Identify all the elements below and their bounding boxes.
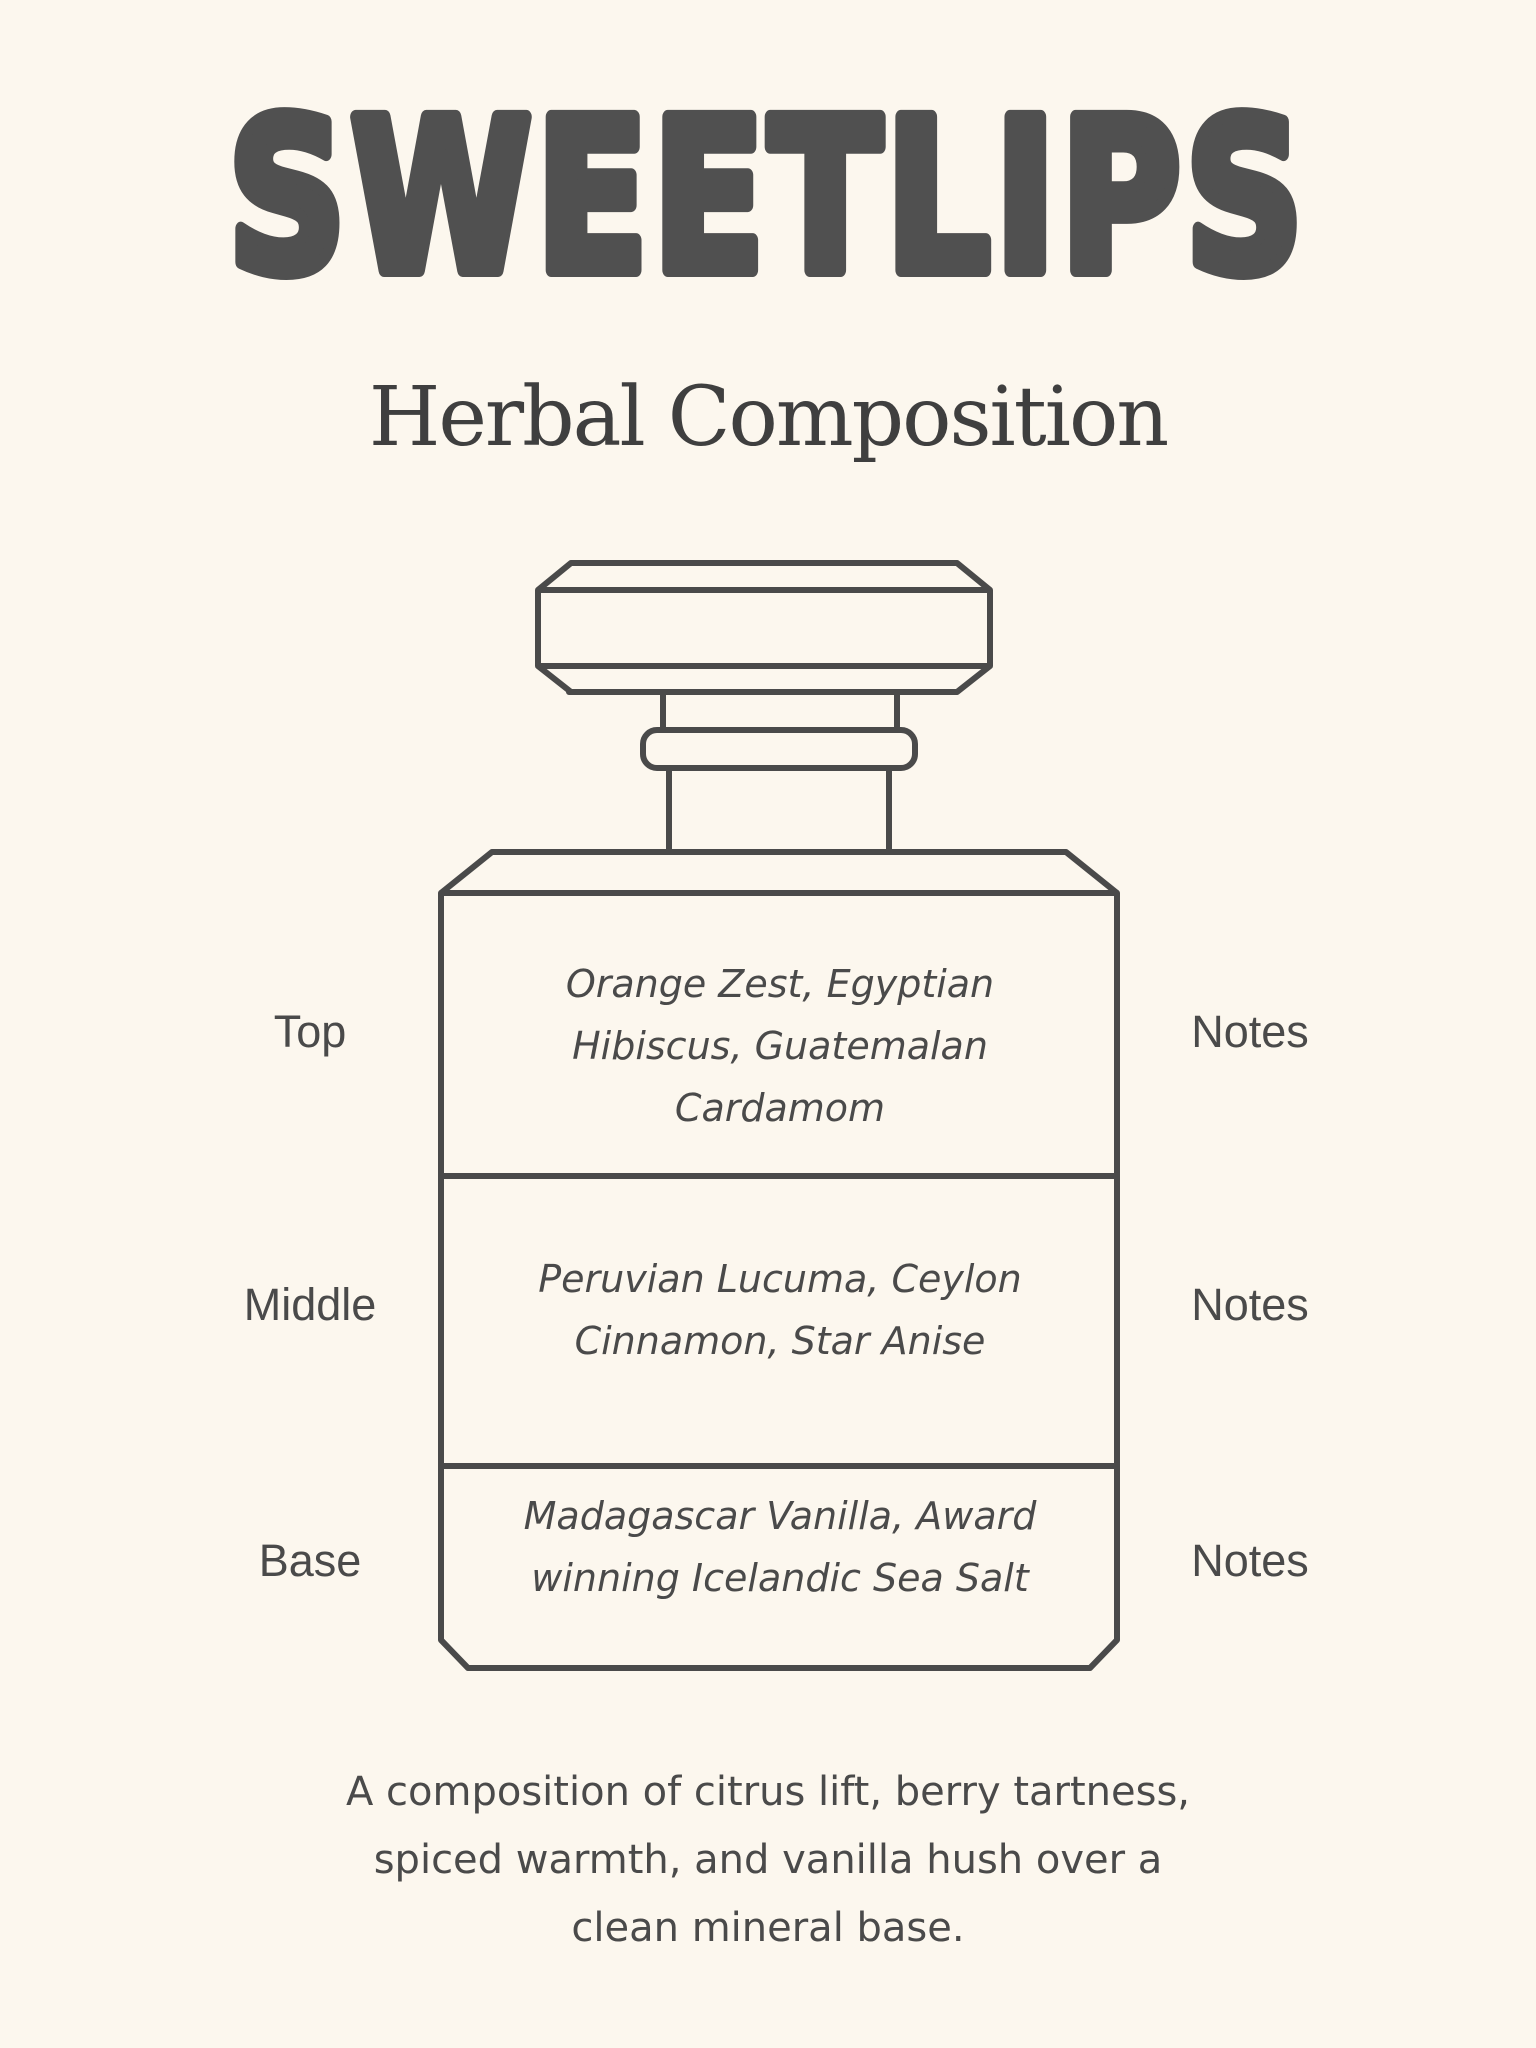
- ingredient-line: Cinnamon, Star Anise: [574, 1319, 986, 1363]
- base-notes-label-left: Base: [258, 1535, 362, 1586]
- base-notes-ingredients: [520, 1485, 1040, 1609]
- ingredient-line: Madagascar Vanilla, Award: [523, 1494, 1037, 1538]
- middle-notes-label-left: Middle: [243, 1279, 377, 1330]
- bottle-shoulder: [441, 852, 1117, 893]
- composition-description: [330, 1758, 1206, 1962]
- top-notes-label-right: Notes: [1191, 1006, 1309, 1057]
- description-line: A composition of citrus lift, berry tartness,: [345, 1769, 1191, 1815]
- ingredient-line: Cardamom: [674, 1086, 886, 1130]
- page-title: Herbal Composition: [368, 370, 1168, 465]
- ingredient-line: Hibiscus, Guatemalan: [572, 1024, 988, 1068]
- top-notes-ingredients: [520, 953, 1040, 1139]
- bottle-cap: [538, 563, 990, 692]
- top-notes-label-left: Top: [273, 1006, 347, 1057]
- brand-wordmark: SWEETLIPS: [228, 75, 1308, 320]
- bottle-neck-lower: [669, 768, 889, 852]
- bottle-collar: [643, 730, 915, 768]
- ingredient-line: Orange Zest, Egyptian: [565, 962, 995, 1006]
- base-notes-label-right: Notes: [1191, 1535, 1309, 1586]
- ingredient-line: winning Icelandic Sea Salt: [531, 1556, 1029, 1600]
- middle-notes-label-right: Notes: [1191, 1279, 1309, 1330]
- description-line: spiced warmth, and vanilla hush over a: [373, 1837, 1163, 1883]
- bottle-neck-upper: [663, 692, 897, 730]
- ingredient-line: Peruvian Lucuma, Ceylon: [538, 1257, 1022, 1301]
- middle-notes-ingredients: [520, 1248, 1040, 1372]
- description-line: clean mineral base.: [571, 1905, 965, 1951]
